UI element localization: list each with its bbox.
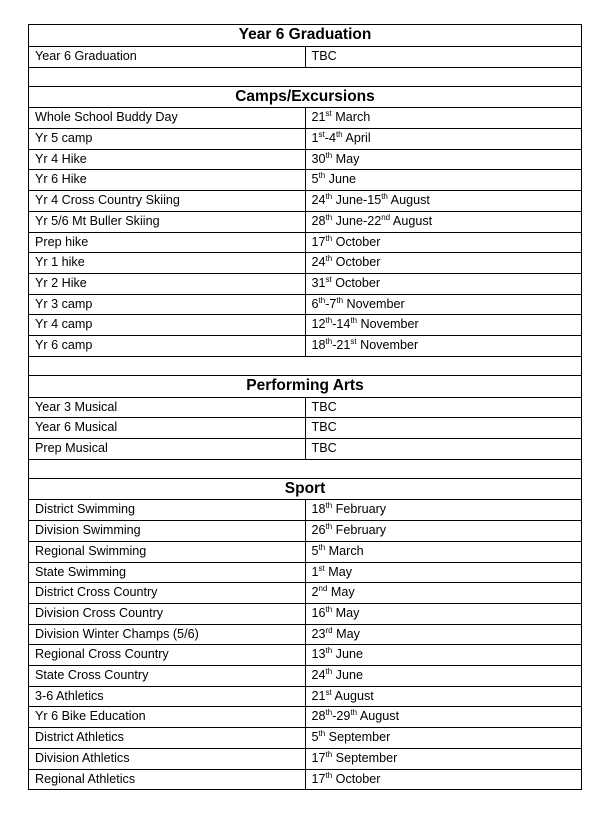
- ordinal-suffix: st: [325, 687, 332, 697]
- section-heading: Year 6 Graduation: [29, 25, 582, 47]
- event-name-cell: Yr 5 camp: [29, 129, 306, 150]
- event-date-cell: 17th October: [305, 769, 582, 790]
- spacer-cell: [29, 67, 582, 86]
- event-date-cell: 1st-4th April: [305, 129, 582, 150]
- event-name-cell: District Cross Country: [29, 583, 306, 604]
- ordinal-suffix: th: [318, 542, 326, 552]
- event-date-cell: 30th May: [305, 149, 582, 170]
- event-name-cell: 3-6 Athletics: [29, 686, 306, 707]
- event-name-cell: Year 6 Graduation: [29, 46, 306, 67]
- section-spacer-row: [29, 356, 582, 375]
- event-date-cell: 16th May: [305, 603, 582, 624]
- ordinal-suffix: th: [335, 129, 343, 139]
- event-date-cell: 5th June: [305, 170, 582, 191]
- section-heading-row: [29, 478, 582, 500]
- event-date-cell: 21st August: [305, 686, 582, 707]
- table-row: [29, 748, 582, 769]
- event-date-cell: 18th February: [305, 500, 582, 521]
- section-heading: Performing Arts: [29, 375, 582, 397]
- ordinal-suffix: st: [318, 129, 325, 139]
- event-name-cell: Year 6 Musical: [29, 418, 306, 439]
- event-name-cell: Yr 4 Hike: [29, 149, 306, 170]
- section-heading: Camps/Excursions: [29, 86, 582, 108]
- section-spacer-row: [29, 459, 582, 478]
- event-date-cell: 17th September: [305, 748, 582, 769]
- event-date-cell: 18th-21st November: [305, 336, 582, 357]
- event-name-cell: District Athletics: [29, 728, 306, 749]
- event-name-cell: Yr 4 camp: [29, 315, 306, 336]
- event-date-cell: TBC: [305, 46, 582, 67]
- ordinal-suffix: rd: [325, 625, 333, 635]
- ordinal-suffix: th: [325, 191, 333, 201]
- ordinal-suffix: th: [325, 212, 333, 222]
- table-row: [29, 46, 582, 67]
- table-row: [29, 541, 582, 562]
- table-row: [29, 686, 582, 707]
- section-heading-row: [29, 375, 582, 397]
- event-name-cell: Yr 4 Cross Country Skiing: [29, 191, 306, 212]
- ordinal-suffix: th: [325, 749, 333, 759]
- event-name-cell: Year 3 Musical: [29, 397, 306, 418]
- event-date-cell: 6th-7th November: [305, 294, 582, 315]
- event-name-cell: Yr 1 hike: [29, 253, 306, 274]
- table-row: [29, 129, 582, 150]
- event-date-cell: 24th June: [305, 666, 582, 687]
- event-name-cell: Division Cross Country: [29, 603, 306, 624]
- ordinal-suffix: th: [325, 233, 333, 243]
- table-row: [29, 211, 582, 232]
- spacer-cell: [29, 356, 582, 375]
- table-row: [29, 769, 582, 790]
- event-name-cell: Regional Athletics: [29, 769, 306, 790]
- table-row: [29, 645, 582, 666]
- table-row: [29, 624, 582, 645]
- event-date-cell: TBC: [305, 438, 582, 459]
- event-name-cell: Division Winter Champs (5/6): [29, 624, 306, 645]
- ordinal-suffix: th: [325, 770, 333, 780]
- event-date-cell: 21st March: [305, 108, 582, 129]
- table-row: [29, 108, 582, 129]
- event-date-cell: 2nd May: [305, 583, 582, 604]
- table-row: [29, 707, 582, 728]
- table-row: [29, 273, 582, 294]
- event-name-cell: Prep hike: [29, 232, 306, 253]
- event-date-cell: 24th October: [305, 253, 582, 274]
- table-row: [29, 583, 582, 604]
- ordinal-suffix: th: [336, 295, 344, 305]
- event-date-cell: 17th October: [305, 232, 582, 253]
- event-date-cell: 5th September: [305, 728, 582, 749]
- ordinal-suffix: th: [325, 521, 333, 531]
- ordinal-suffix: th: [325, 254, 333, 264]
- event-date-cell: 31st October: [305, 273, 582, 294]
- ordinal-suffix: th: [325, 604, 333, 614]
- event-date-cell: 12th-14th November: [305, 315, 582, 336]
- event-name-cell: District Swimming: [29, 500, 306, 521]
- table-row: [29, 728, 582, 749]
- event-name-cell: Yr 6 Hike: [29, 170, 306, 191]
- events-schedule-table: [28, 24, 582, 790]
- table-row: [29, 397, 582, 418]
- ordinal-suffix: th: [318, 295, 326, 305]
- event-date-cell: 26th February: [305, 521, 582, 542]
- ordinal-suffix: th: [325, 336, 333, 346]
- event-date-cell: 5th March: [305, 541, 582, 562]
- event-name-cell: State Swimming: [29, 562, 306, 583]
- ordinal-suffix: th: [325, 150, 333, 160]
- section-heading-row: [29, 25, 582, 47]
- ordinal-suffix: th: [350, 316, 358, 326]
- ordinal-suffix: th: [325, 666, 333, 676]
- event-name-cell: Regional Cross Country: [29, 645, 306, 666]
- event-name-cell: Division Swimming: [29, 521, 306, 542]
- event-name-cell: Yr 2 Hike: [29, 273, 306, 294]
- table-row: [29, 562, 582, 583]
- event-name-cell: Prep Musical: [29, 438, 306, 459]
- ordinal-suffix: th: [381, 191, 388, 201]
- section-heading-row: [29, 86, 582, 108]
- event-name-cell: Yr 6 Bike Education: [29, 707, 306, 728]
- ordinal-suffix: th: [325, 316, 333, 326]
- ordinal-suffix: st: [325, 109, 332, 119]
- ordinal-suffix: th: [350, 708, 358, 718]
- event-date-cell: 28th-29th August: [305, 707, 582, 728]
- ordinal-suffix: th: [318, 171, 326, 181]
- table-row: [29, 253, 582, 274]
- event-name-cell: Yr 3 camp: [29, 294, 306, 315]
- table-row: [29, 315, 582, 336]
- ordinal-suffix: st: [325, 274, 332, 284]
- ordinal-suffix: st: [318, 563, 325, 573]
- table-row: [29, 603, 582, 624]
- table-row: [29, 336, 582, 357]
- event-date-cell: 1st May: [305, 562, 582, 583]
- table-row: [29, 521, 582, 542]
- table-row: [29, 232, 582, 253]
- event-date-cell: 23rd May: [305, 624, 582, 645]
- event-date-cell: 28th June-22nd August: [305, 211, 582, 232]
- event-name-cell: Whole School Buddy Day: [29, 108, 306, 129]
- ordinal-suffix: th: [325, 646, 333, 656]
- spacer-cell: [29, 459, 582, 478]
- table-row: [29, 500, 582, 521]
- section-spacer-row: [29, 67, 582, 86]
- event-name-cell: Yr 5/6 Mt Buller Skiing: [29, 211, 306, 232]
- ordinal-suffix: st: [350, 336, 357, 346]
- event-name-cell: Division Athletics: [29, 748, 306, 769]
- ordinal-suffix: nd: [381, 212, 391, 222]
- table-row: [29, 191, 582, 212]
- event-date-cell: 24th June-15th August: [305, 191, 582, 212]
- section-heading: Sport: [29, 478, 582, 500]
- table-row: [29, 149, 582, 170]
- ordinal-suffix: th: [325, 708, 333, 718]
- ordinal-suffix: th: [325, 501, 333, 511]
- event-name-cell: State Cross Country: [29, 666, 306, 687]
- table-row: [29, 418, 582, 439]
- ordinal-suffix: th: [318, 728, 326, 738]
- event-name-cell: Regional Swimming: [29, 541, 306, 562]
- event-date-cell: TBC: [305, 418, 582, 439]
- table-row: [29, 170, 582, 191]
- event-name-cell: Yr 6 camp: [29, 336, 306, 357]
- table-row: [29, 294, 582, 315]
- ordinal-suffix: nd: [318, 584, 328, 594]
- table-row: [29, 438, 582, 459]
- event-date-cell: TBC: [305, 397, 582, 418]
- event-date-cell: 13th June: [305, 645, 582, 666]
- table-row: [29, 666, 582, 687]
